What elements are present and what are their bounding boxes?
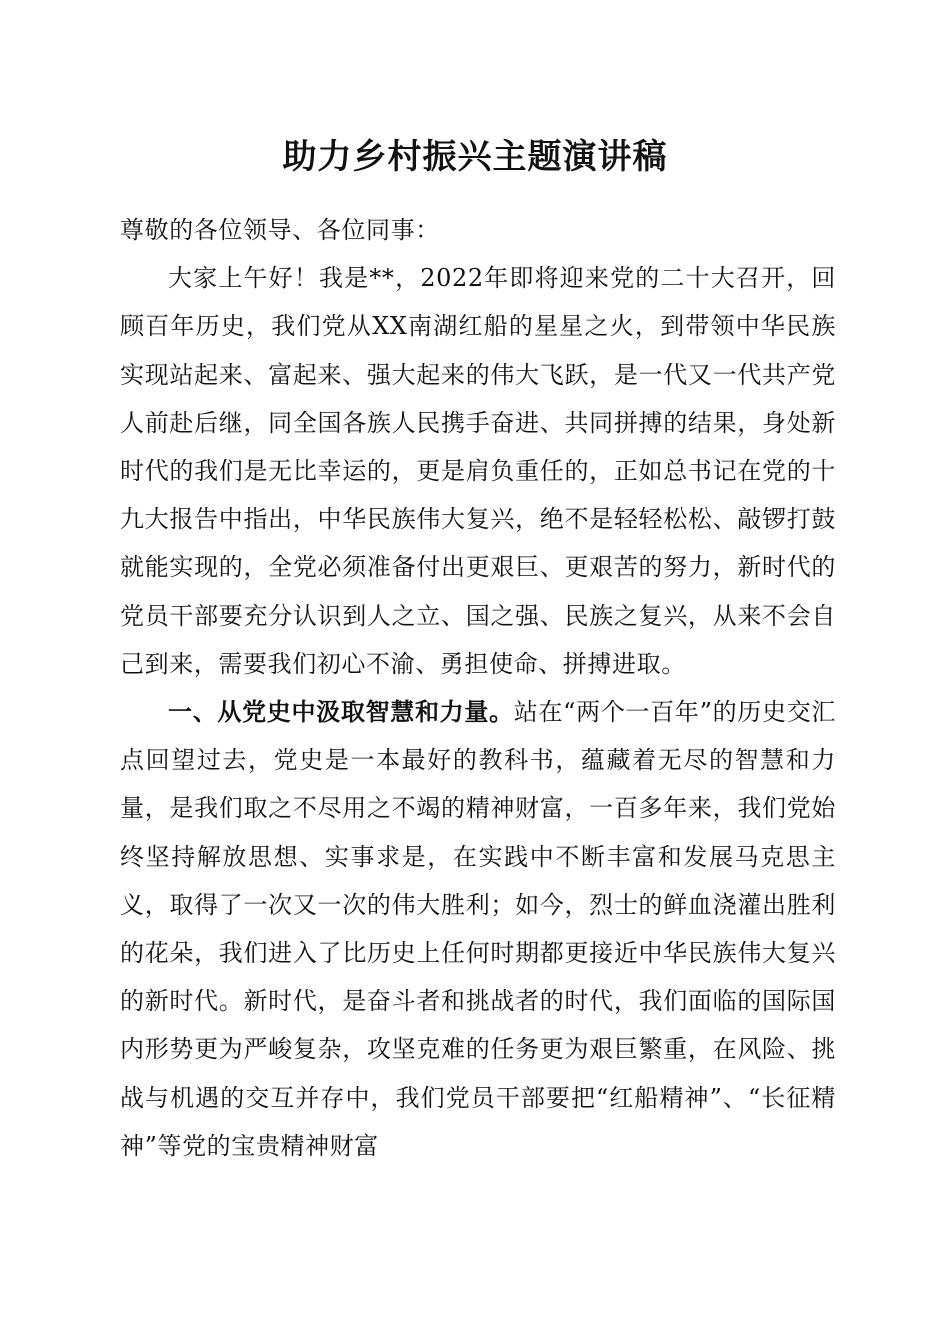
document-body [120,206,836,1170]
section-one-text: 站在“两个一百年”的历史交汇点回望过去，党史是一本最好的教科书，蕴藏着无尽的智慧和力量，是我们取之不尽用之不竭的精神财富，一百多年来，我们党始终坚持解放思想、实事求是，在实践中不断丰富和发展马克思主义，取得了一次又一次的伟大胜利；如今，烈士的鲜血浇灌出胜利的花朵，我们进入了比历史上任何时期都更接近中华民族伟大复兴的新时代。新时代，是奋斗者和挑战者的时代，我们面临的国际国内形势更为严峻复杂，攻坚克难的任务更为艰巨繁重，在风险、挑战与机遇的交互并存中，我们党员干部要把“红船精神”、“长征精神”等党的宝贵精神财富 [120,698,836,1160]
section-one-heading: 一、从党史中汲取智慧和力量。 [168,697,514,727]
paragraph-opening: 大家上午好！我是**，2022年即将迎来党的二十大召开，回顾百年历史，我们党从XX南湖红船的星星之火，到带领中华民族实现站起来、富起来、强大起来的伟大飞跃，是一代又一代共产党人前赴后继，同全国各族人民携手奋进、共同拼搏的结果，身处新时代的我们是无比幸运的，更是肩负重任的，正如总书记在党的十九大报告中指出，中华民族伟大复兴，绝不是轻轻松松、敲锣打鼓就能实现的，全党必须准备付出更艰巨、更艰苦的努力，新时代的党员干部要充分认识到人之立、国之强、民族之复兴，从来不会自己到来，需要我们初心不渝、勇担使命、拼搏进取。 [120,264,836,678]
document-title: 助力乡村振兴主题演讲稿 [282,137,668,177]
salutation: 尊敬的各位领导、各位同事： [120,216,440,244]
section-one-paragraph [120,688,836,1170]
